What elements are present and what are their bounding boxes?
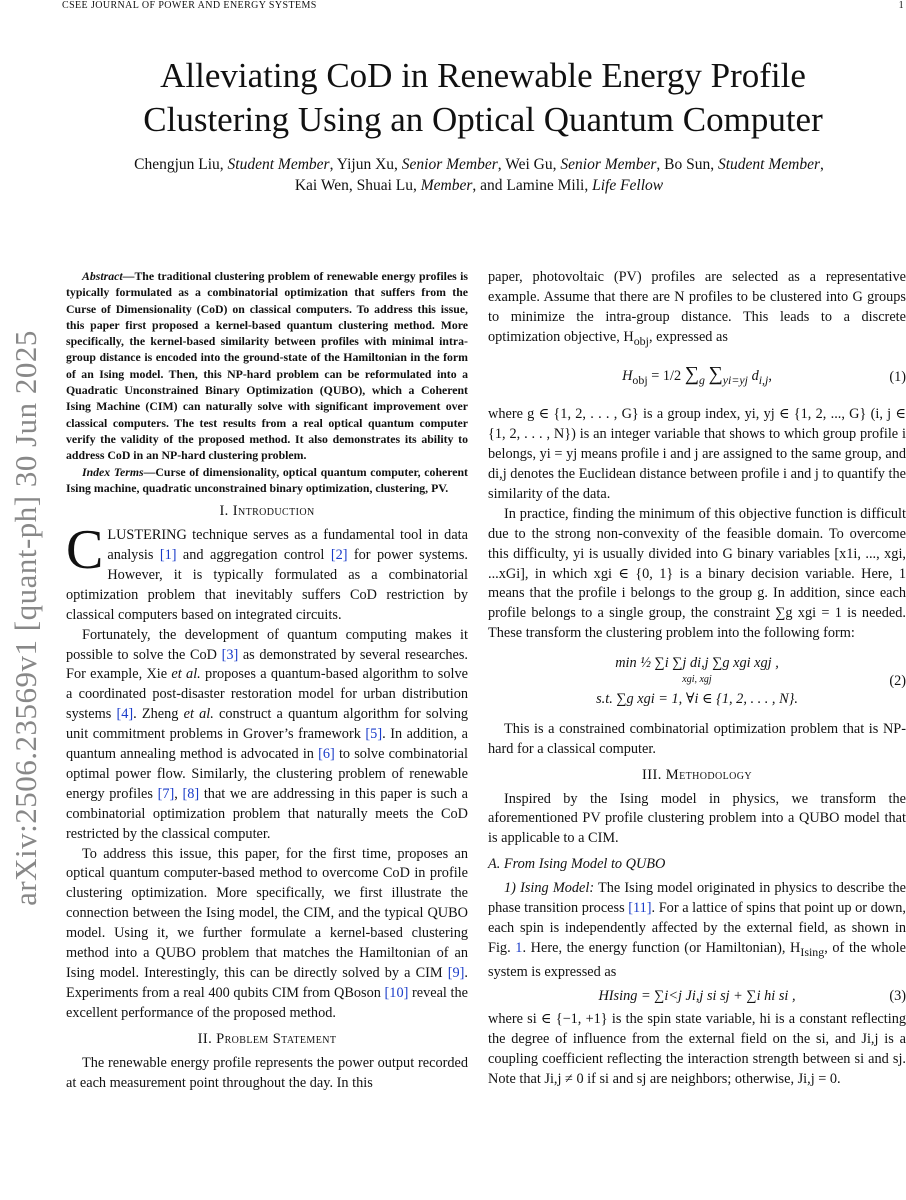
text: proposes a quantum-based algorithm to solve a coordinated post-disaster restoration model for urban distribution systems: [66, 666, 468, 723]
eq-symbol: ∑: [708, 363, 723, 386]
index-terms-text: —Curse of dimensionality, optical quantum computer, coherent Ising machine, quadratic unconstrained binary optimization, clustering, PV.: [66, 464, 468, 495]
text: . Experiments from a real 400 qubits CIM from QBoson: [66, 965, 468, 1001]
text: paper, photovoltaic (PV) profiles are selected as a representative example. Assume that there are N profiles to be clustered into G groups to minimize the intra-group distance. This leads to a discrete optimization objective, H: [488, 269, 906, 345]
intro-paragraph-2: [66, 626, 468, 845]
index-terms-label: Index Terms: [82, 464, 144, 479]
author-text: , Yijun Xu,: [329, 156, 398, 173]
text: reveal the excellent performance of the proposed method.: [66, 984, 468, 1021]
section-heading-methodology: III. Methodology: [642, 766, 752, 783]
title-line-2: Clustering Using an Optical Quantum Computer: [143, 100, 823, 139]
author-text: , Wei Gu,: [497, 156, 557, 173]
drop-cap: C: [66, 519, 104, 582]
abstract: [66, 268, 468, 464]
equation-1: [488, 365, 906, 391]
citation-link[interactable]: [2]: [330, 546, 348, 563]
eq-symbol: 1/2: [662, 368, 682, 385]
abstract-text: —The traditional clustering problem of renewable energy profiles is typically formulated as a combinatorial optimization that suffers from the Curse of Dimensionality (CoD) on classical computers. To address this issue, this paper first proposed a kernel-based quantum clustering method. More specifically, the kernel-based similarity between profiles with minimal intra-group distance is encoded into the ground-state of the Hamiltonian in the form of an Ising model. Then, this NP-hard problem can be reformulated into a Quadratic Unconstrained Binary Optimization (QUBO), which a Coherent Ising Machine (CIM) can naturally solve with significant improvement over classical computers. The test results from a real optical quantum computer verify the validity of the proposed method. It also demonstrates its ability to address CoD in an NP-hard clustering problem.: [66, 269, 468, 463]
eq-subscript: g: [698, 373, 705, 388]
author-role: Student Member: [717, 156, 820, 173]
equation-2-line-1: min ½ ∑i ∑j di,j ∑g xgi xgj ,: [615, 655, 779, 672]
figure-link[interactable]: 1: [515, 939, 523, 956]
title-line-1: Alleviating CoD in Renewable Energy Profile: [160, 56, 806, 95]
citation-link[interactable]: [3]: [221, 646, 239, 663]
paper-title: [60, 54, 906, 142]
eq-symbol: d: [751, 368, 759, 385]
text: and aggregation control: [176, 546, 331, 563]
equation-3-body: HIsing = ∑i<j Ji,j si sj + ∑i hi si ,: [598, 987, 796, 1004]
running-header: [62, 0, 904, 18]
citation-link[interactable]: [4]: [116, 706, 134, 723]
text: , expressed as: [648, 328, 728, 345]
eq-subscript: i,j: [758, 373, 769, 388]
author-role: Student Member: [227, 156, 330, 173]
eq-symbol: H: [622, 368, 633, 385]
problem-paragraph-1: The renewable energy profile represents the power output recorded at each measurement point throughout the day. In this: [66, 1054, 468, 1091]
author-text: Chengjun Liu,: [134, 156, 224, 173]
text: . In addition, a quantum annealing method is advocated in: [66, 726, 469, 763]
subsubsection-label: 1) Ising Model:: [504, 880, 595, 897]
equation-number: (1): [889, 369, 906, 386]
section-heading-problem-statement: II. Problem Statement: [197, 1030, 337, 1047]
method-paragraph-2: [488, 879, 906, 982]
eq-symbol: ∑: [684, 363, 699, 386]
citation-link[interactable]: [11]: [628, 900, 652, 917]
text: , of the whole system is expressed as: [488, 939, 906, 980]
author-list: [52, 154, 906, 196]
intro-paragraph-3: [66, 845, 468, 1024]
subsection-heading: A. From Ising Model to QUBO: [488, 856, 666, 873]
method-paragraph-3: where si ∈ {−1, +1} is the spin state variable, hi is a constant reflecting the degree of influence from the external field on the si, and Ji,j is a coupling coefficient reflecting the interaction strength between si and sj. Note that Ji,j ≠ 0 if si and sj are neighbors; otherwise, Ji,j = 0.: [488, 1011, 906, 1088]
text: et al.: [171, 666, 201, 683]
eq-subscript: obj: [632, 373, 648, 388]
text: as demonstrated by several researches. For example, Xie: [66, 646, 468, 683]
text: to solve combinatorial optimal power flow. Similarly, the clustering problem of renewable energy profiles: [66, 746, 468, 802]
right-column: [488, 268, 906, 1090]
text: . Zheng: [133, 706, 184, 723]
eq-symbol: ,: [768, 368, 772, 385]
citation-link[interactable]: [5]: [365, 726, 383, 743]
citation-link[interactable]: [8]: [182, 785, 200, 802]
equation-2-min-subscript: xgi, xgj: [682, 674, 712, 686]
subscript: obj: [633, 333, 649, 348]
text: LUSTERING technique serves as a fundamental tool in data analysis: [107, 527, 468, 563]
eq-symbol: =: [647, 368, 663, 385]
method-paragraph-1: Inspired by the Ising model in physics, we transform the aforementioned PV profile clustering problem into a QUBO model that is applicable to a CIM.: [488, 790, 906, 847]
author-line-1: [52, 154, 906, 175]
page-number: 1: [898, 0, 904, 11]
text: Fortunately, the development of quantum computing makes it possible to solve the CoD: [66, 626, 468, 663]
author-text: , and Lamine Mili,: [472, 177, 589, 194]
author-role: Life Fellow: [592, 177, 664, 194]
section-heading-introduction: I. Introduction: [219, 503, 315, 520]
equation-number: (3): [889, 987, 906, 1004]
author-role: Member: [420, 177, 473, 194]
text: that we are addressing in this paper is such a combinatorial optimization problem that naturally meets the CoD restricted by the classical computer.: [66, 785, 468, 842]
equation-2-line-2: s.t. ∑g xgi = 1, ∀i ∈ {1, 2, . . . , N}.: [596, 690, 798, 707]
text: ,: [174, 785, 183, 802]
eq-subscript: yi=yj: [722, 373, 748, 388]
citation-link[interactable]: [1]: [159, 546, 177, 563]
problem-paragraph-2: where g ∈ {1, 2, . . . , G} is a group index, yi, yj ∈ {1, 2, ..., G} (i, j ∈ {1, 2, . . . , N}) is an integer variable that shows to which group profile i belongs, yi = yj means profile i and j are assigned to the same group, and di,j denotes the Euclidean distance between profile i and j to quantify the similarity of the data.: [488, 406, 906, 502]
text: construct a quantum algorithm for solving unit commitment problems in Grover’s framework: [66, 706, 469, 743]
equation-3: [488, 987, 906, 1007]
author-role: Senior Member: [560, 156, 657, 173]
citation-link[interactable]: [10]: [384, 984, 409, 1001]
author-text: ,: [820, 156, 824, 173]
text: To address this issue, this paper, for the first time, proposes an optical quantum computer-based method to overcome CoD in profile clustering optimization. More specifically, we first illustrate the connection between the Ising model, the CIM, and the typical QUBO model. Using it, we further formulate a kernel-based clustering method into a QUBO problem that matches the Hamiltonian of an Ising model. Interestingly, this can be directly solved by a CIM: [66, 845, 468, 981]
text: . Here, the energy function (or Hamiltonian), H: [522, 939, 801, 956]
text: for power systems. However, it is typically formulated as a combinatorial optimization problem that inevitably suffers CoD restriction by classical computers based on integrated circuits.: [66, 546, 468, 623]
index-terms: [66, 464, 468, 497]
citation-link[interactable]: [7]: [157, 785, 175, 802]
author-line-2: [52, 175, 906, 196]
text: . For a lattice of spins that point up or down, each spin is independently affected by the external field, as shown in Fig.: [488, 900, 906, 956]
equation-2: [488, 654, 906, 710]
journal-name: CSEE JOURNAL OF POWER AND ENERGY SYSTEMS: [62, 0, 317, 11]
abstract-label: Abstract: [82, 269, 123, 283]
intro-paragraph-1: [66, 519, 468, 626]
text: et al.: [183, 706, 214, 723]
arxiv-sidebar: [6, 298, 46, 938]
problem-paragraph-3: In practice, finding the minimum of this objective function is difficult due to the strong non-convexity of the feasible domain. To overcome this difficulty, yi is usually divided into G binary variables [x1i, ..., xgi, ...xGi], in which xgi ∈ {0, 1} is a binary decision variable. Here, 1 means that the profile i belongs to the group g. In addition, since each profile belongs to a single group, the constraint ∑g xgi = 1 is needed. These transform the clustering problem into the following form:: [488, 505, 906, 642]
problem-paragraph-1-continued: [488, 268, 906, 351]
author-text: Kai Wen, Shuai Lu,: [294, 177, 417, 194]
author-role: Senior Member: [401, 156, 498, 173]
text: The Ising model originated in physics to describe the phase transition process: [488, 880, 906, 917]
left-column: [66, 268, 468, 1093]
citation-link[interactable]: [6]: [318, 746, 335, 763]
citation-link[interactable]: [9]: [447, 965, 465, 981]
arxiv-identifier: arXiv:2506.23569v1 [quant-ph] 30 Jun 2025: [8, 330, 44, 906]
author-text: , Bo Sun,: [656, 156, 715, 173]
problem-paragraph-4: This is a constrained combinatorial optimization problem that is NP-hard for a classical computer.: [488, 720, 906, 757]
equation-number: (2): [889, 673, 906, 690]
subscript: Ising: [800, 944, 825, 959]
